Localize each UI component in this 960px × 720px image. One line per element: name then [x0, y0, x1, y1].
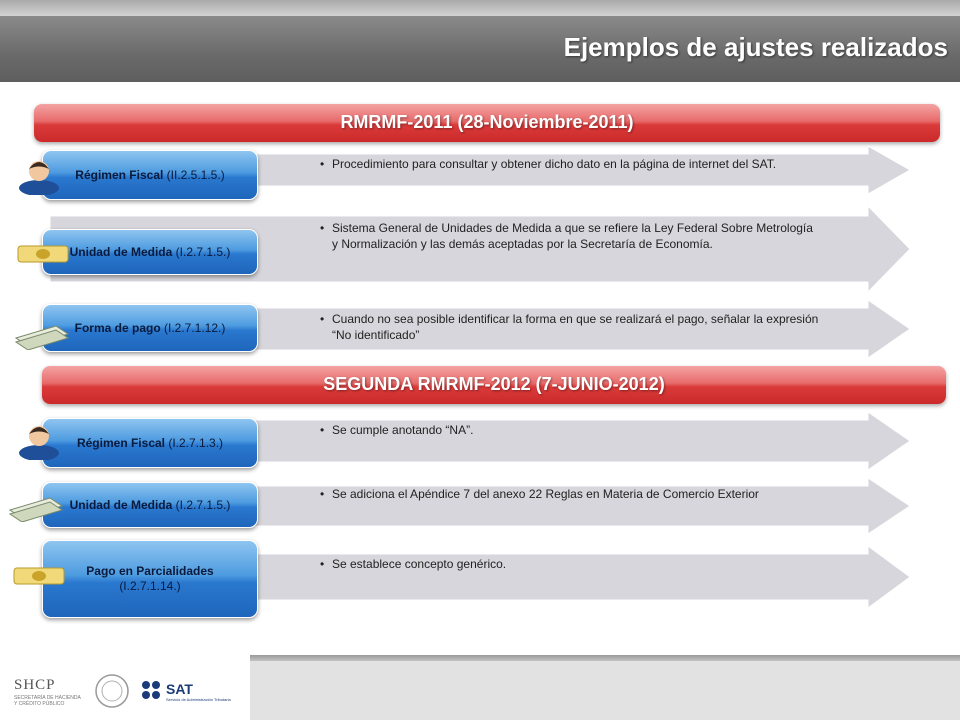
- shcp-subtitle: SECRETARÍA DE HACIENDA Y CRÉDITO PÚBLICO: [14, 695, 81, 707]
- footer-bar: [0, 655, 960, 720]
- item-bullet: • Procedimiento para consultar y obtener dicho dato en la página de internet del SAT.: [318, 156, 820, 172]
- person-icon: [14, 155, 64, 200]
- slide-title: Ejemplos de ajustes realizados: [563, 32, 948, 62]
- item-bullet: • Se adiciona el Apéndice 7 del anexo 22 Reglas en Materia de Comercio Exterior: [318, 486, 820, 502]
- item-bullet: • Cuando no sea posible identificar la forma en que se realizará el pago, señalar la expresión “No identificado”: [318, 311, 820, 343]
- label-ref: (I.2.7.1.3.): [165, 435, 224, 450]
- label-ref: (I.2.7.1.14.): [119, 579, 181, 593]
- label-pill: [42, 150, 258, 200]
- item-bullet: • Se establece concepto genérico.: [318, 556, 820, 572]
- item-bullet: • Sistema General de Unidades de Medida a que se refiere la Ley Federal Sobre Metrología y Normalización y las demás aceptadas por la Secretaría de Economía.: [318, 220, 820, 252]
- money-bundle-icon: [10, 562, 70, 597]
- section-heading-1-text: RMRMF-2011 (28-Noviembre-2011): [340, 112, 634, 132]
- mexico-seal-icon: [92, 671, 132, 716]
- label-bold: Régimen Fiscal: [75, 167, 164, 182]
- top-band: [0, 0, 960, 16]
- person-icon: [14, 420, 64, 465]
- label-bold: Forma de pago: [74, 320, 161, 335]
- label-pill: [42, 304, 258, 352]
- sat-mark-icon: [140, 679, 164, 708]
- sat-logo: SAT: [166, 681, 193, 697]
- label-bold: Unidad de Medida: [69, 244, 173, 259]
- label-bold: Régimen Fiscal: [76, 435, 165, 450]
- section-heading-2: [42, 366, 946, 404]
- label-ref: (I.2.7.1.5.): [172, 244, 231, 259]
- section-heading-1: [34, 104, 940, 142]
- footer-logos: [0, 655, 250, 720]
- label-pill: [42, 540, 258, 618]
- label-ref: (I.2.7.1.5.): [172, 497, 231, 512]
- label-ref: (I.2.7.1.12.): [160, 320, 226, 335]
- money-bundle-icon: [14, 240, 74, 275]
- label-pill: [42, 482, 258, 528]
- cash-stack-icon: [6, 492, 66, 527]
- item-bullet: • Se cumple anotando “NA”.: [318, 422, 820, 438]
- section-heading-2-text: SEGUNDA RMRMF-2012 (7-JUNIO-2012): [323, 374, 665, 394]
- cash-stack-icon: [12, 320, 72, 355]
- label-pill: [42, 229, 258, 275]
- label-bold: Unidad de Medida: [69, 497, 173, 512]
- shcp-logo: SHCP: [14, 677, 56, 693]
- sat-subtitle: Servicio de Administración Tributaria: [166, 697, 231, 702]
- title-bar: [0, 16, 960, 82]
- label-pill: [42, 418, 258, 468]
- label-bold: Pago en Parcialidades: [86, 564, 214, 578]
- label-ref: (II.2.5.1.5.): [163, 167, 225, 182]
